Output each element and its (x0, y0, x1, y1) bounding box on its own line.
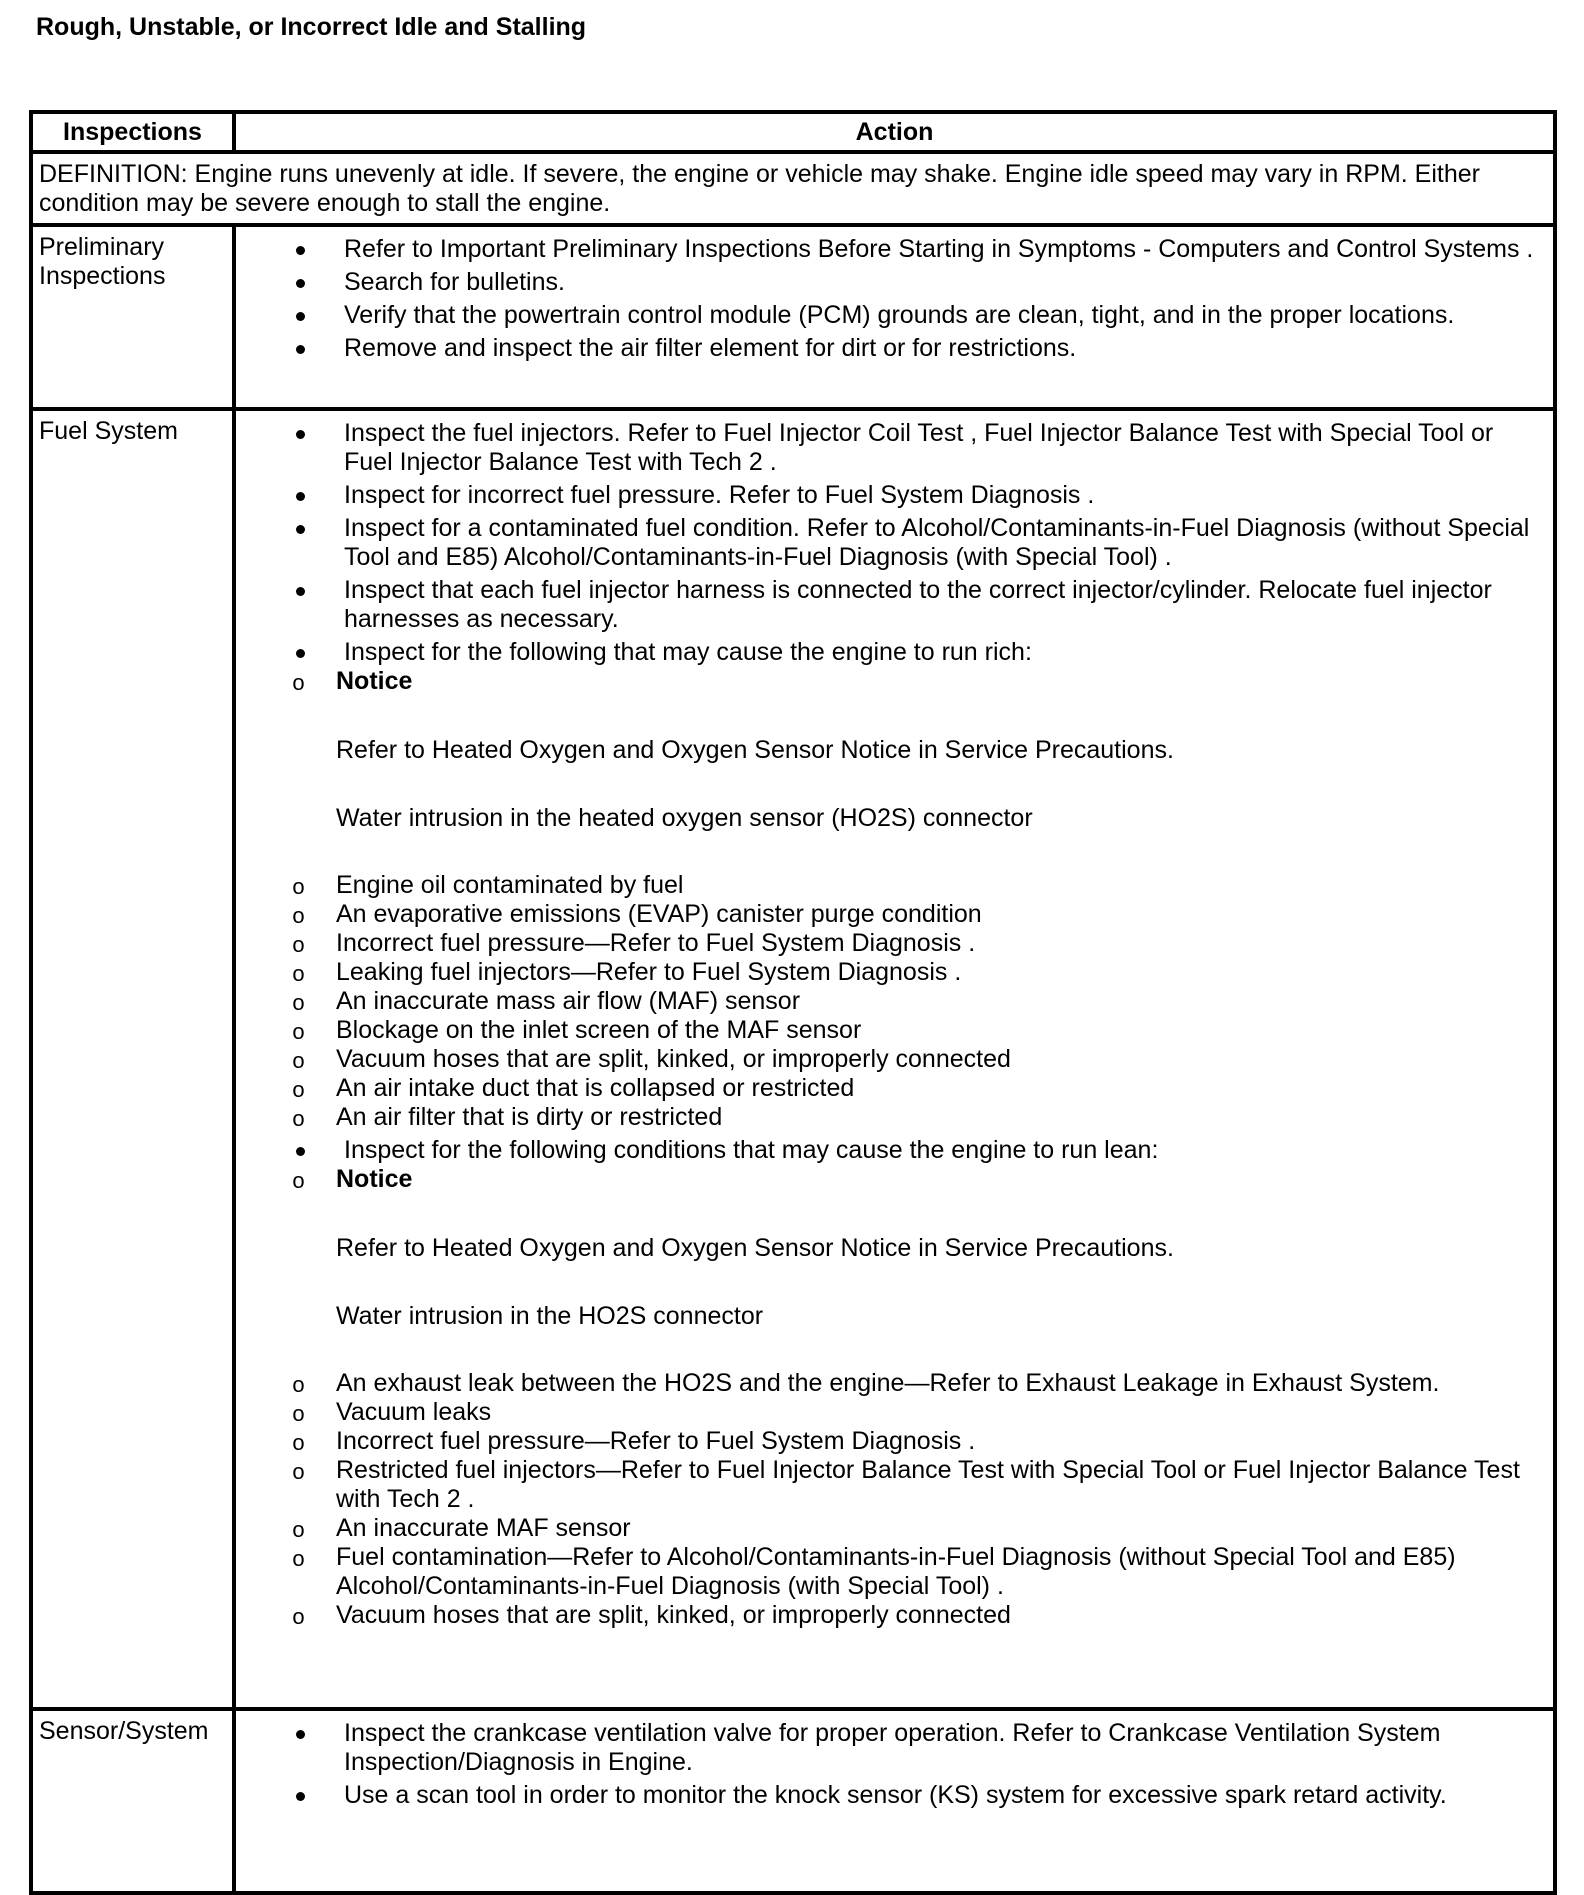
bullet-icon (296, 345, 305, 354)
circle-bullet-icon: o (292, 1604, 305, 1629)
circle-bullet-icon: o (292, 1517, 305, 1542)
item-text: Vacuum hoses that are split, kinked, or improperly connected (336, 1045, 1011, 1073)
sensor-system-label: Sensor/System (31, 1709, 234, 1893)
bullet-icon (296, 246, 305, 255)
item-text: Vacuum leaks (336, 1398, 492, 1426)
page-title: Rough, Unstable, or Incorrect Idle and Stalling (36, 13, 587, 41)
item-text: Refer to Important Preliminary Inspections Before Starting in Symptoms - Computers and Control Systems . (344, 235, 1534, 263)
list-item (236, 1074, 1543, 1103)
list-item (236, 1601, 1543, 1630)
list-item (236, 900, 1543, 929)
item-text: An air filter that is dirty or restricted (336, 1103, 723, 1131)
list-item (236, 1427, 1543, 1456)
list-item (236, 958, 1543, 987)
fuel-system-row (31, 409, 1555, 1709)
sensor-system-row (31, 1709, 1555, 1893)
item-text: An evaporative emissions (EVAP) canister purge condition (336, 900, 982, 928)
list-item (236, 514, 1543, 572)
item-text: Remove and inspect the air filter element for dirt or for restrictions. (344, 334, 1077, 362)
item-text: An inaccurate mass air flow (MAF) sensor (336, 987, 801, 1015)
notice-item (236, 1165, 1543, 1331)
circle-bullet-icon: o (292, 1168, 305, 1193)
item-text: Engine oil contaminated by fuel (336, 871, 684, 899)
bullet-icon (296, 312, 305, 321)
list-item (236, 1016, 1543, 1045)
circle-bullet-icon: o (292, 932, 305, 957)
list-item (236, 1369, 1543, 1398)
circle-bullet-icon: o (292, 961, 305, 986)
item-text: An inaccurate MAF sensor (336, 1514, 631, 1542)
circle-bullet-icon: o (292, 1019, 305, 1044)
item-text: Restricted fuel injectors—Refer to Fuel Injector Balance Test with Special Tool or Fuel Injector Balance Test with Tech 2 . (336, 1456, 1520, 1513)
item-text: Inspect that each fuel injector harness is connected to the correct injector/cylinder. Relocate fuel injector harnesses as necessary. (344, 576, 1492, 633)
item-text: Inspect the fuel injectors. Refer to Fuel Injector Coil Test , Fuel Injector Balance Test with Special Tool or Fuel Injector Balance Test with Tech 2 . (344, 419, 1494, 476)
item-text: Incorrect fuel pressure—Refer to Fuel System Diagnosis . (336, 929, 976, 957)
circle-bullet-icon: o (292, 1459, 305, 1484)
definition-text: DEFINITION: Engine runs unevenly at idle. If severe, the engine or vehicle may shake. Engine idle speed may vary in RPM. Either condition may be severe enough to stall the engine. (31, 152, 1555, 225)
list-item (236, 871, 1543, 900)
item-text: Verify that the powertrain control module (PCM) grounds are clean, tight, and in the proper locations. (344, 301, 1455, 329)
bullet-icon (296, 1792, 305, 1801)
list-item (236, 1781, 1543, 1810)
circle-bullet-icon: o (292, 1048, 305, 1073)
circle-bullet-icon: o (292, 1546, 305, 1571)
list-item (236, 1398, 1543, 1427)
notice-text: Water intrusion in the heated oxygen sensor (HO2S) connector (336, 804, 1033, 832)
symptom-table (29, 110, 1557, 1895)
list-item (236, 235, 1543, 264)
notice-reference: Refer to Heated Oxygen and Oxygen Sensor Notice in Service Precautions. (336, 736, 1174, 764)
item-text: An exhaust leak between the HO2S and the engine—Refer to Exhaust Leakage in Exhaust System. (336, 1369, 1440, 1397)
item-text: Vacuum hoses that are split, kinked, or improperly connected (336, 1601, 1011, 1629)
notice-item (236, 667, 1543, 833)
header-row (31, 112, 1555, 152)
fuel-system-label: Fuel System (31, 409, 234, 1709)
list-item (236, 334, 1543, 363)
bullet-icon (296, 587, 305, 596)
circle-bullet-icon: o (292, 903, 305, 928)
bullet-icon (296, 430, 305, 439)
item-text: Inspect for the following conditions that may cause the engine to run lean: (344, 1136, 1159, 1164)
list-item (236, 638, 1543, 1132)
notice-heading: Notice (336, 667, 413, 695)
list-item (236, 1045, 1543, 1074)
item-text: Inspect for the following that may cause the engine to run rich: (344, 638, 1032, 666)
list-item (236, 1456, 1543, 1514)
bullet-icon (296, 279, 305, 288)
preliminary-label: Preliminary Inspections (31, 225, 234, 409)
notice-reference: Refer to Heated Oxygen and Oxygen Sensor Notice in Service Precautions. (336, 1234, 1174, 1262)
item-text: Use a scan tool in order to monitor the knock sensor (KS) system for excessive spark retard activity. (344, 1781, 1447, 1809)
list-item (236, 1719, 1543, 1777)
bullet-icon (296, 649, 305, 658)
list-item (236, 301, 1543, 330)
item-text: Inspect for incorrect fuel pressure. Refer to Fuel System Diagnosis . (344, 481, 1095, 509)
item-text: Blockage on the inlet screen of the MAF sensor (336, 1016, 862, 1044)
item-text: An air intake duct that is collapsed or restricted (336, 1074, 855, 1102)
list-item (236, 481, 1543, 510)
item-text: Leaking fuel injectors—Refer to Fuel System Diagnosis . (336, 958, 962, 986)
list-item (236, 929, 1543, 958)
item-text: Incorrect fuel pressure—Refer to Fuel System Diagnosis . (336, 1427, 976, 1455)
fuel-system-actions (234, 409, 1555, 1709)
header-action: Action (234, 112, 1555, 152)
list-item (236, 268, 1543, 297)
sensor-system-actions (234, 1709, 1555, 1893)
circle-bullet-icon: o (292, 1401, 305, 1426)
notice-heading: Notice (336, 1165, 413, 1193)
circle-bullet-icon: o (292, 874, 305, 899)
circle-bullet-icon: o (292, 1430, 305, 1455)
definition-row (31, 152, 1555, 225)
list-item (236, 987, 1543, 1016)
circle-bullet-icon: o (292, 1077, 305, 1102)
list-item (236, 419, 1543, 477)
circle-bullet-icon: o (292, 1372, 305, 1397)
item-text: Search for bulletins. (344, 268, 565, 296)
circle-bullet-icon: o (292, 990, 305, 1015)
list-item (236, 576, 1543, 634)
header-inspections: Inspections (31, 112, 234, 152)
preliminary-row (31, 225, 1555, 409)
preliminary-actions (234, 225, 1555, 409)
list-item (236, 1514, 1543, 1543)
circle-bullet-icon: o (292, 670, 305, 695)
notice-text: Water intrusion in the HO2S connector (336, 1302, 764, 1330)
list-item (236, 1136, 1543, 1630)
bullet-icon (296, 1730, 305, 1739)
bullet-icon (296, 1147, 305, 1156)
bullet-icon (296, 525, 305, 534)
circle-bullet-icon: o (292, 1106, 305, 1131)
list-item (236, 1103, 1543, 1132)
bullet-icon (296, 492, 305, 501)
item-text: Inspect for a contaminated fuel condition. Refer to Alcohol/Contaminants-in-Fuel Diagnosis (without Special Tool and E85) Alcohol/Contaminants-in-Fuel Diagnosis (with Special Tool) . (344, 514, 1530, 571)
item-text: Fuel contamination—Refer to Alcohol/Contaminants-in-Fuel Diagnosis (without Special Tool and E85) Alcohol/Contaminants-in-Fuel Diagnosis (with Special Tool) . (336, 1543, 1456, 1600)
item-text: Inspect the crankcase ventilation valve for proper operation. Refer to Crankcase Ventilation System Inspection/Diagnosis in Engine. (344, 1719, 1441, 1776)
list-item (236, 1543, 1543, 1601)
